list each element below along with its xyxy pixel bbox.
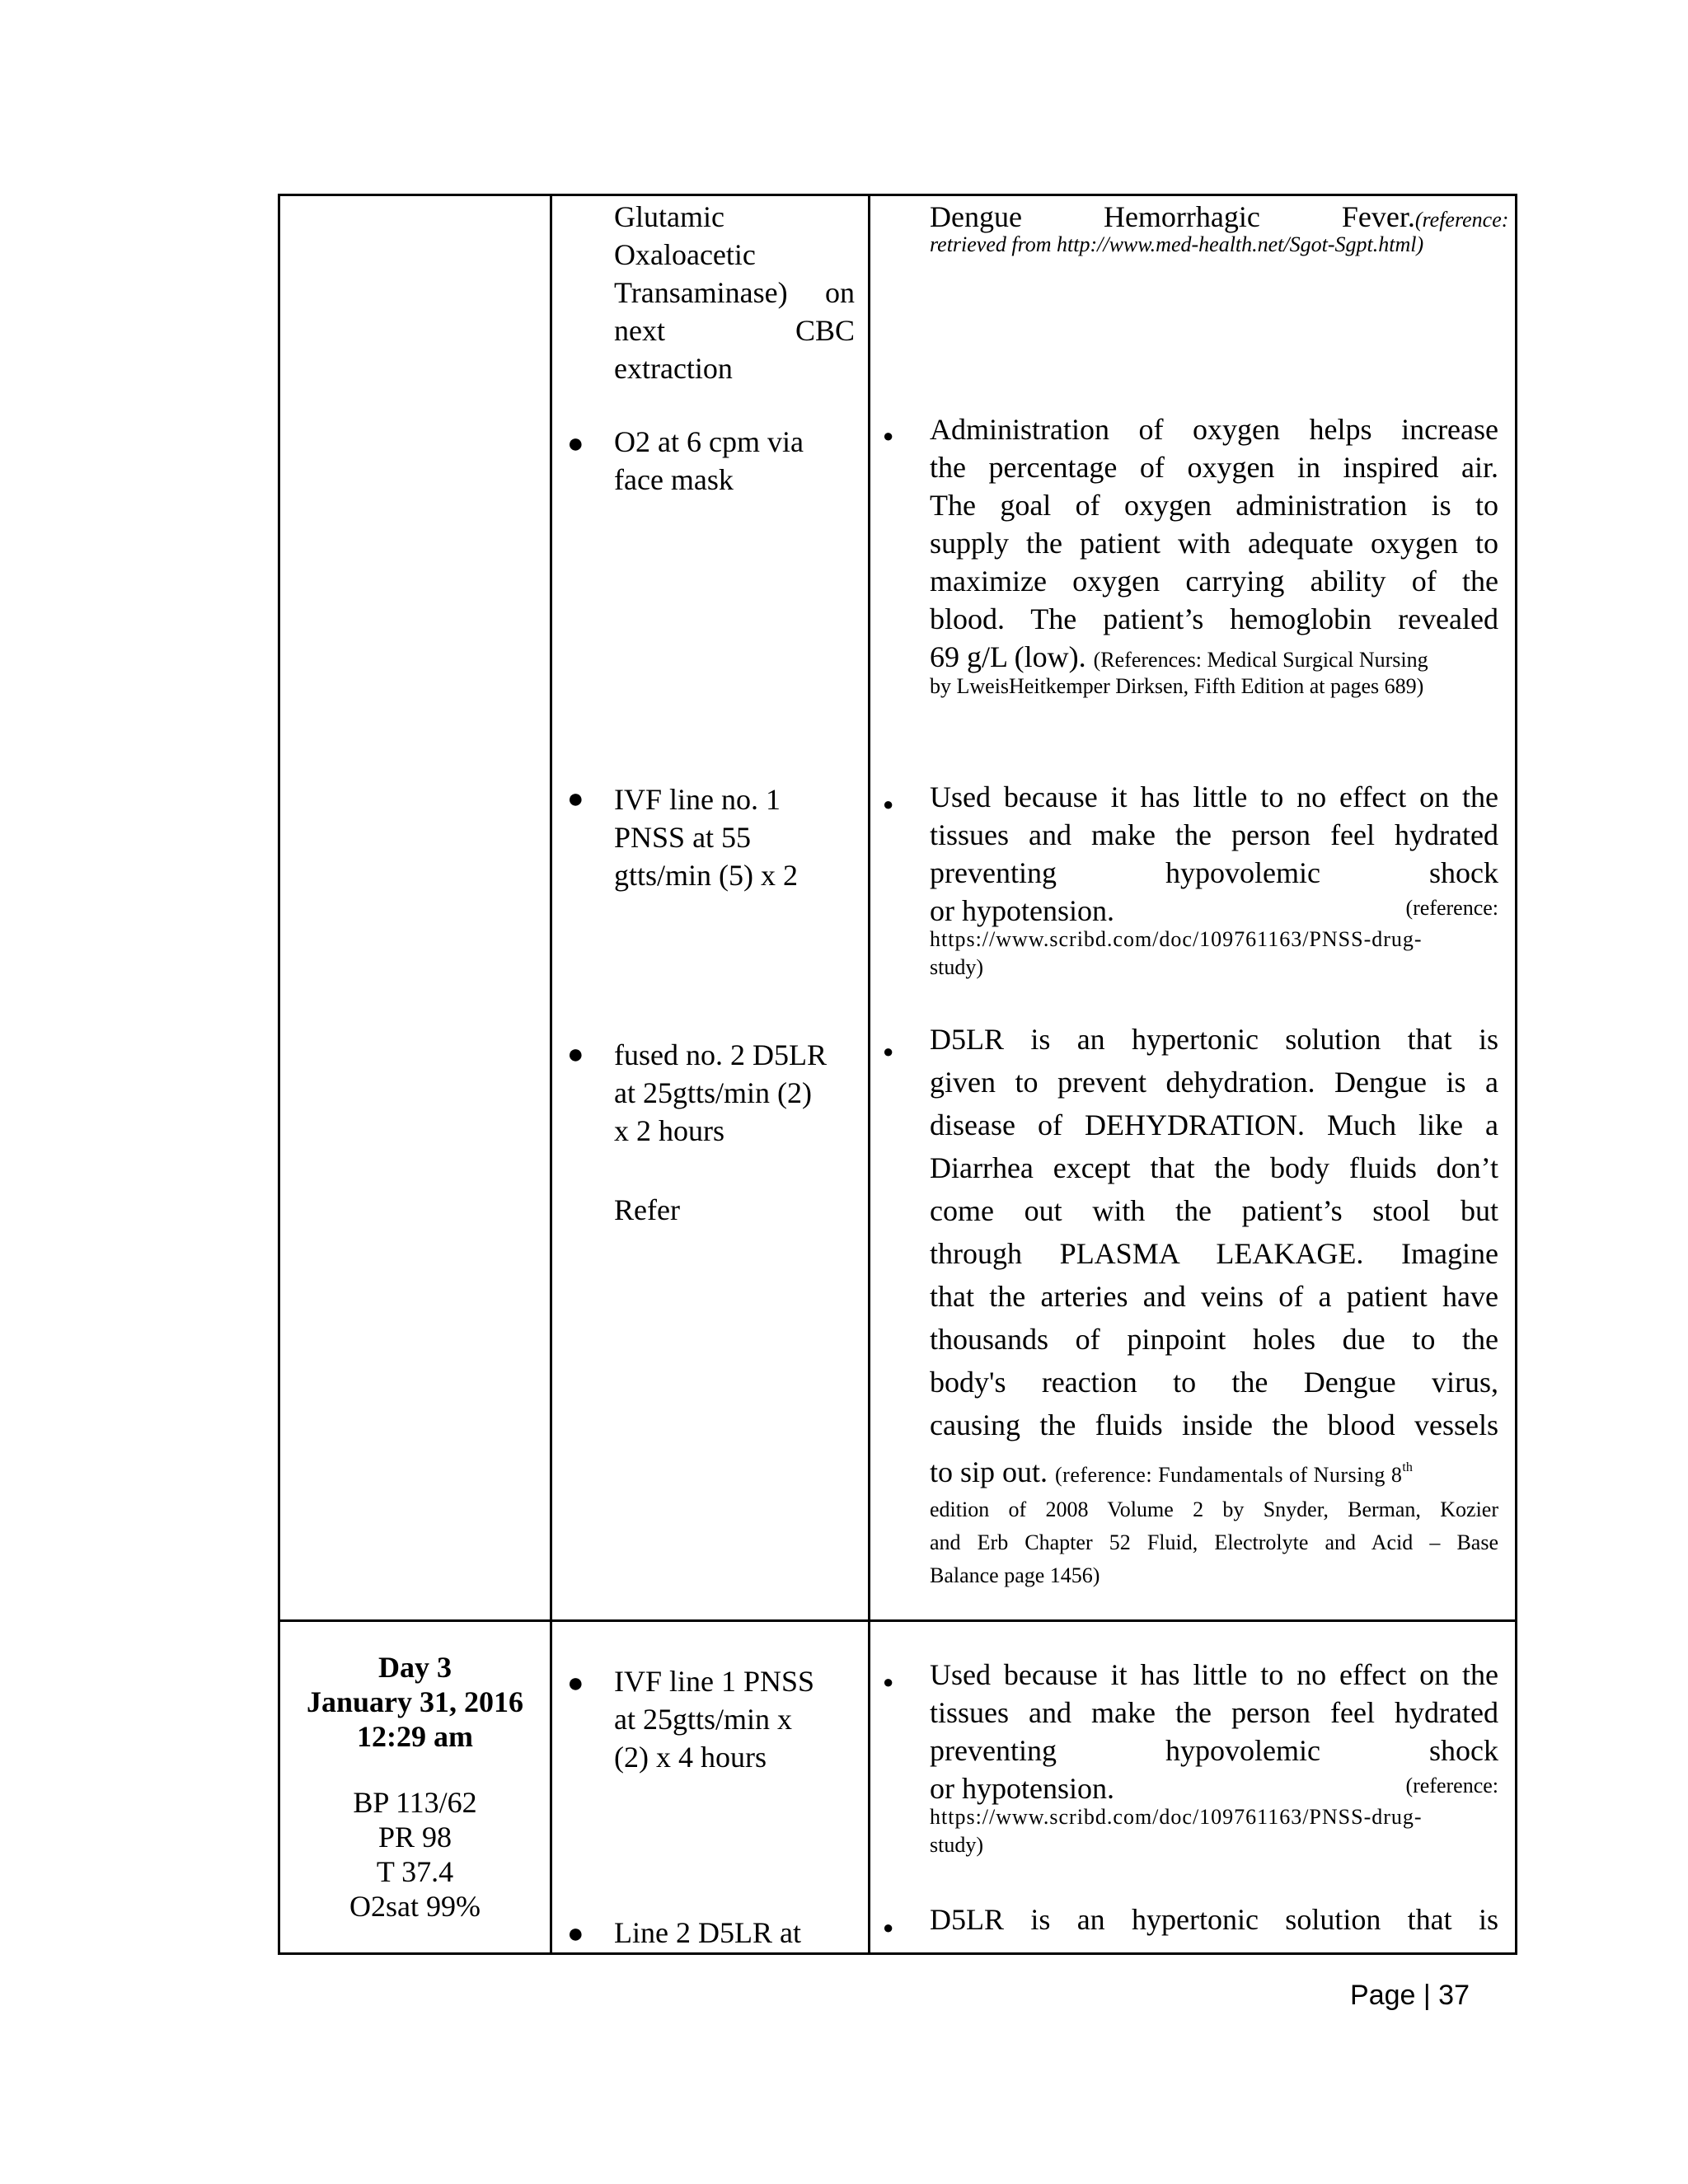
text-line: Used because it has little to no effect on the — [930, 1658, 1498, 1691]
reference-text: https://www.scribd.com/doc/109761163/PNSS-drug- — [930, 927, 1423, 951]
text-line: body's reaction to the Dengue virus, — [930, 1366, 1498, 1399]
text-line: gtts/min (5) x 2 — [614, 859, 798, 892]
bullet-icon: ● — [567, 1668, 584, 1699]
table-cell-r1c2 — [550, 194, 870, 1622]
rationale-day3-ivf — [930, 1656, 1498, 1862]
bullet-icon: ● — [883, 425, 894, 446]
rationale-ivf-line1 — [930, 778, 1498, 984]
text-line: thousands of pinpoint holes due to the — [930, 1323, 1498, 1356]
reference-text: (reference: — [1414, 208, 1509, 232]
text-line: or hypotension. — [930, 1772, 1114, 1805]
intervention-o2 — [614, 423, 855, 499]
rationale-day3-d5lr: D5LR is an hypertonic solution that is — [930, 1903, 1498, 1936]
text-line: tissues and make the person feel hydrated — [930, 818, 1498, 851]
text-line: IVF line no. 1 — [614, 783, 781, 816]
text-line: or hypotension. — [930, 894, 1114, 927]
text-line: Transaminase) on — [614, 276, 855, 309]
vital-bp: BP 113/62 — [353, 1786, 477, 1819]
intervention-refer: Refer — [614, 1193, 680, 1226]
bullet-icon: ● — [883, 1041, 894, 1062]
bullet-icon: ● — [567, 784, 584, 814]
table-cell-r1c1 — [278, 194, 552, 1622]
date-label: January 31, 2016 — [306, 1685, 524, 1718]
text-line: maximize oxygen carrying ability of the — [930, 565, 1498, 598]
day-label: Day 3 — [378, 1651, 452, 1684]
reference-text: (reference: Fundamentals of Nursing 8 — [1055, 1463, 1403, 1487]
day-header — [280, 1650, 550, 1924]
text-line: Diarrhea except that the body fluids don’t — [930, 1151, 1498, 1184]
vital-o2sat: O2sat 99% — [349, 1890, 481, 1923]
text-line: come out with the patient’s stool but — [930, 1194, 1498, 1227]
text-line: extraction — [614, 352, 733, 385]
reference-text: study) — [930, 1833, 983, 1857]
text-line: that the arteries and veins of a patient have — [930, 1280, 1498, 1313]
superscript: th — [1402, 1460, 1413, 1474]
text-line: blood. The patient’s hemoglobin revealed — [930, 602, 1498, 635]
text-line: face mask — [614, 463, 734, 496]
reference-text: retrieved from http://www.med-health.net/Sgot-Sgpt.html) — [930, 232, 1424, 256]
reference-text: edition of 2008 Volume 2 by Snyder, Berman, Kozier — [930, 1497, 1498, 1521]
text-line: Oxaloacetic — [614, 238, 756, 271]
bullet-icon: ● — [883, 794, 894, 814]
text-line: through PLASMA LEAKAGE. Imagine — [930, 1237, 1498, 1270]
text-line: causing the fluids inside the blood vessels — [930, 1408, 1498, 1441]
text-line: to sip out. — [930, 1455, 1048, 1488]
text-line: PNSS at 55 — [614, 821, 752, 854]
text-line: 69 g/L (low). — [930, 640, 1086, 673]
text-line: preventing hypovolemic shock — [930, 1734, 1498, 1767]
intervention-day3-line2: Line 2 D5LR at — [614, 1916, 801, 1949]
intervention-day3-ivf — [614, 1662, 861, 1776]
bullet-icon: ● — [567, 1919, 584, 1949]
reference-text: (References: Medical Surgical Nursing — [1093, 648, 1428, 672]
vital-temp: T 37.4 — [376, 1855, 454, 1888]
reference-text: study) — [930, 955, 983, 979]
rationale-d5lr — [930, 1018, 1498, 1592]
rationale-o2 — [930, 410, 1498, 703]
intervention-fused-line2 — [614, 1036, 861, 1150]
reference-text: and Erb Chapter 52 Fluid, Electrolyte and Acid – Base — [930, 1530, 1498, 1554]
text-line — [930, 1446, 1498, 1493]
text-line: the percentage of oxygen in inspired air. — [930, 451, 1498, 484]
text-line: Glutamic — [614, 200, 724, 233]
page-number: Page | 37 — [1350, 1980, 1470, 2011]
text-line: given to prevent dehydration. Dengue is a — [930, 1066, 1498, 1099]
text-line: O2 at 6 cpm via — [614, 425, 804, 458]
time-label: 12:29 am — [357, 1720, 473, 1753]
reference-text: Balance page 1456) — [930, 1563, 1100, 1587]
vital-pr: PR 98 — [377, 1821, 452, 1854]
reference-text: (reference: — [1405, 896, 1498, 920]
text-line: IVF line 1 PNSS — [614, 1665, 815, 1698]
text-line: supply the patient with adequate oxygen to — [930, 527, 1498, 560]
text-line: preventing hypovolemic shock — [930, 856, 1498, 889]
text-line: Used because it has little to no effect on the — [930, 780, 1498, 813]
bullet-icon: ● — [567, 429, 584, 459]
rationale-continued — [930, 198, 1509, 261]
bullet-icon: ● — [883, 1671, 894, 1692]
text-line: Dengue Hemorrhagic Fever. — [930, 200, 1415, 233]
reference-text: (reference: — [1405, 1774, 1498, 1797]
text-line: fused no. 2 D5LR — [614, 1038, 827, 1071]
text-line: Administration of oxygen helps increase — [930, 413, 1498, 446]
text-line: (2) x 4 hours — [614, 1741, 767, 1774]
text-line: next CBC — [614, 314, 855, 347]
intervention-continued — [614, 198, 855, 387]
text-line: at 25gtts/min x — [614, 1703, 792, 1736]
text-line: D5LR is an hypertonic solution that is — [930, 1023, 1498, 1056]
text-line: at 25gtts/min (2) — [614, 1076, 812, 1109]
vitals-list — [280, 1785, 550, 1924]
text-line: The goal of oxygen administration is to — [930, 489, 1498, 522]
text-line: tissues and make the person feel hydrated — [930, 1696, 1498, 1729]
reference-text: https://www.scribd.com/doc/109761163/PNSS-drug- — [930, 1805, 1423, 1829]
bullet-icon: ● — [567, 1039, 584, 1070]
intervention-ivf-line1 — [614, 780, 855, 894]
reference-text: by LweisHeitkemper Dirksen, Fifth Edition at pages 689) — [930, 674, 1424, 698]
text-line: disease of DEHYDRATION. Much like a — [930, 1108, 1498, 1141]
bullet-icon: ● — [883, 1917, 894, 1938]
text-line: x 2 hours — [614, 1114, 724, 1147]
